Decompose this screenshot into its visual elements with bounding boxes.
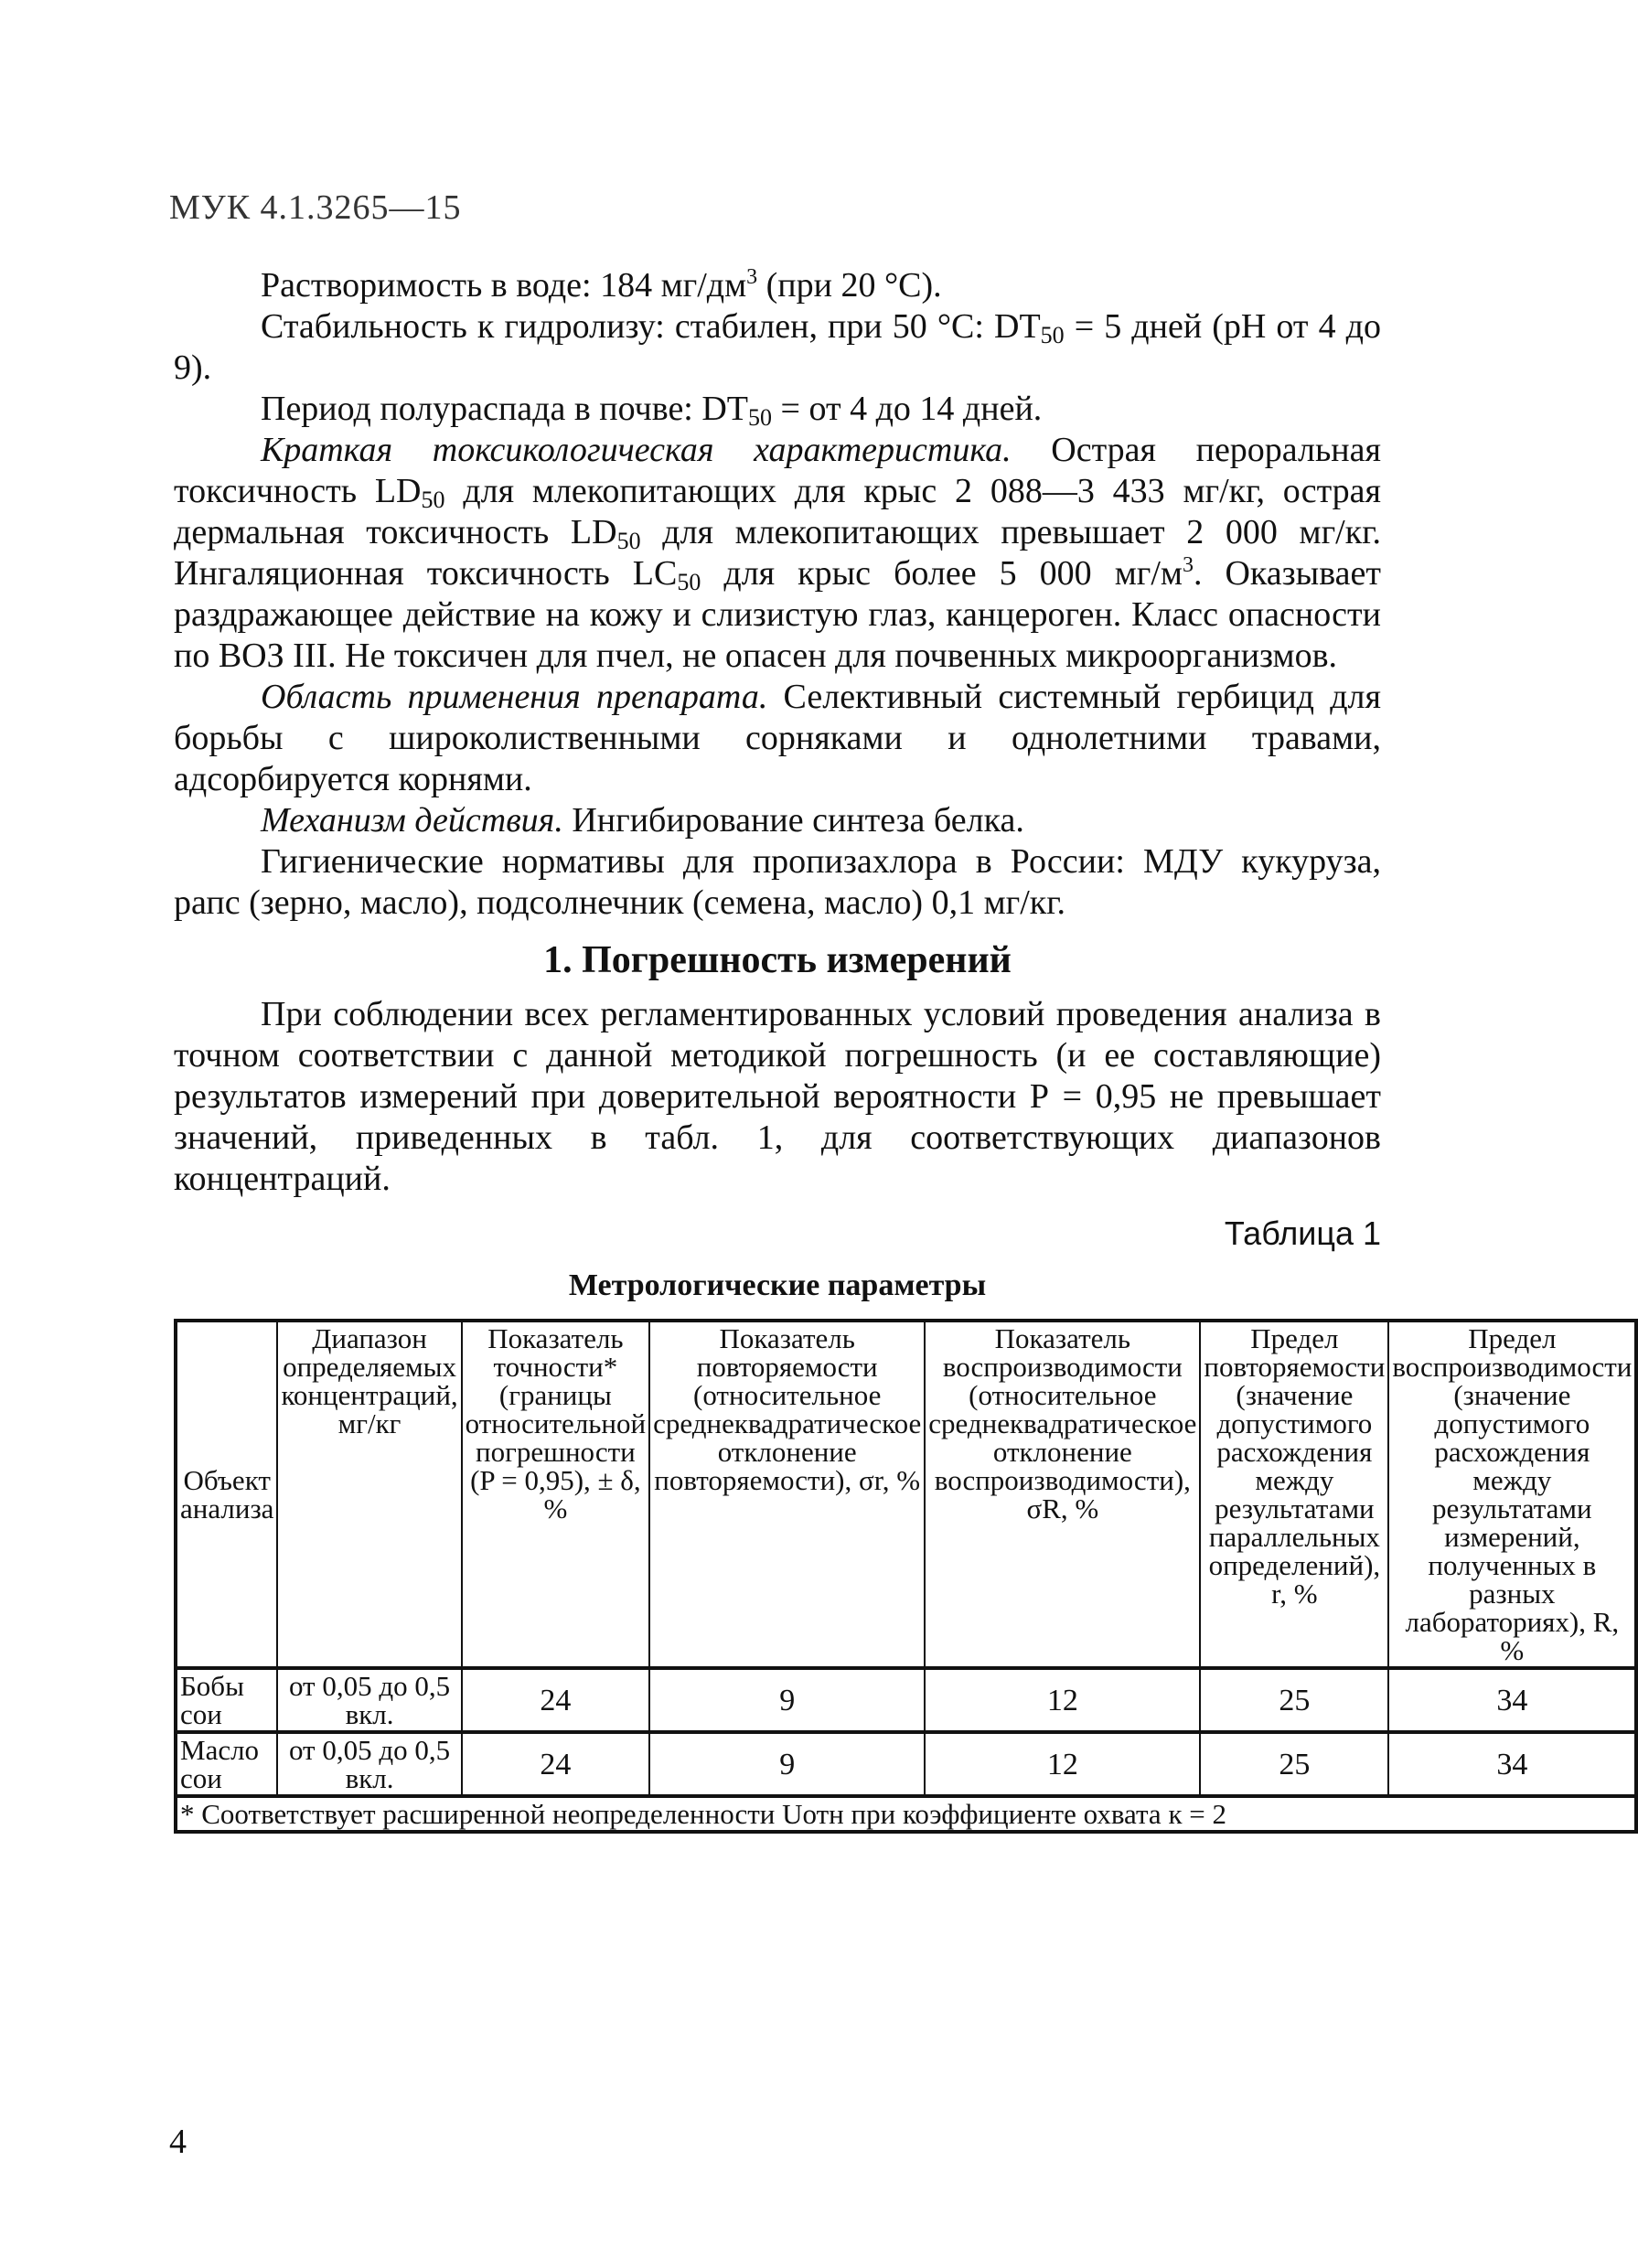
hygiene-paragraph: Гигиенические нормативы для пропизахлора в России: МДУ кукуруза, рапс (зерно, масло), подсолнечник (семена, масло) 0,1 мг/кг.	[174, 842, 1381, 922]
cell-repeatability-limit: 25	[1200, 1668, 1388, 1732]
cell-reproducibility: 12	[925, 1668, 1200, 1732]
mechanism-paragraph: Механизм действия. Ингибирование синтеза белка.	[261, 801, 1024, 840]
cell-accuracy: 24	[462, 1732, 649, 1796]
cell-repeatability: 9	[649, 1732, 925, 1796]
table-label: Таблица 1	[1224, 1214, 1381, 1252]
header-reproducibility: Показатель воспроизводимости (относительное среднеквадратическое отклонение воспроизводимости), σR, %	[925, 1321, 1200, 1668]
solubility-paragraph: Растворимость в воде: 184 $мг/дм^3$ (при 20 °С).	[261, 265, 942, 305]
cell-reproducibility-limit: 34	[1388, 1668, 1636, 1732]
stability-paragraph: Стабильность к гидролизу: стабилен, при 50 °С: $DT_{50} = 5$ дней (pH от 4 до 9).	[174, 307, 1381, 387]
toxicology-paragraph: Краткая токсикологическая характеристика. Острая пероральная токсичность $LD_{50}$ для млекопитающих для крыс 2 088—3 433 мг/кг, острая дермальная токсичность $LD_{50}$ для млекопитающих превышает 2 000 мг/кг. Ингаляционная токсичность $LC_{50}$ для крыс более 5 000 $мг/м^3$. Оказывает раздражающее действие на кожу и слизистую глаз, канцероген. Класс опасности по ВОЗ III. Не токсичен для пчел, не опасен для почвенных микроорганизмов.	[174, 431, 1381, 675]
header-range: Диапазон определяемых концентраций, мг/кг	[277, 1321, 461, 1668]
cell-range: от 0,05 до 0,5 вкл.	[277, 1668, 461, 1732]
document-header: МУК 4.1.3265—15	[169, 188, 462, 227]
header-repeatability-limit: Предел повторяемости (значение допустимого расхождения между результатами параллельных определений), r, %	[1200, 1321, 1388, 1668]
cell-repeatability: 9	[649, 1668, 925, 1732]
cell-reproducibility-limit: 34	[1388, 1732, 1636, 1796]
table-row	[176, 1732, 1636, 1796]
metrology-table	[174, 1319, 1638, 1834]
section-paragraph: При соблюдении всех регламентированных условий проведения анализа в точном соответствии с данной методикой погрешность (и ее составляющие) результатов измерений при доверительной вероятности Р = 0,95 не превышает значений, приведенных в табл. 1, для соответствующих диапазонов концентраций.	[174, 995, 1381, 1198]
cell-reproducibility: 12	[925, 1732, 1200, 1796]
table-footnote: * Соответствует расширенной неопределенности Uотн при коэффициенте охвата к = 2	[176, 1796, 1636, 1832]
cell-accuracy: 24	[462, 1668, 649, 1732]
section-title: 1. Погрешность измерений	[543, 939, 1012, 981]
cell-object: Масло сои	[176, 1732, 277, 1796]
table-row	[176, 1668, 1636, 1732]
halflife-paragraph: Период полураспада в почве: $DT_{50}$ = от 4 до 14 дней.	[261, 390, 1043, 431]
header-reproducibility-limit: Предел воспроизводимости (значение допустимого расхождения между результатами измерений, полученных в разных лабораториях), R, %	[1388, 1321, 1636, 1668]
table-header-row	[176, 1321, 1636, 1668]
table-footnote-row	[176, 1796, 1636, 1832]
table-caption: Метрологические параметры	[568, 1268, 987, 1302]
cell-repeatability-limit: 25	[1200, 1732, 1388, 1796]
header-accuracy: Показатель точности* (границы относительной погрешности (P = 0,95), ± δ, %	[462, 1321, 649, 1668]
page-number: 4	[169, 2123, 187, 2161]
cell-object: Бобы сои	[176, 1668, 277, 1732]
application-paragraph: Область применения препарата. Селективный системный гербицид для борьбы с широколиственными сорняками и однолетними травами, адсорбируется корнями.	[174, 678, 1381, 798]
document-body	[174, 265, 1633, 1834]
header-object: Объект анализа	[176, 1321, 277, 1668]
header-repeatability: Показатель повторяемости (относительное среднеквадратическое отклонение повторяемости), σr, %	[649, 1321, 925, 1668]
cell-range: от 0,05 до 0,5 вкл.	[277, 1732, 461, 1796]
